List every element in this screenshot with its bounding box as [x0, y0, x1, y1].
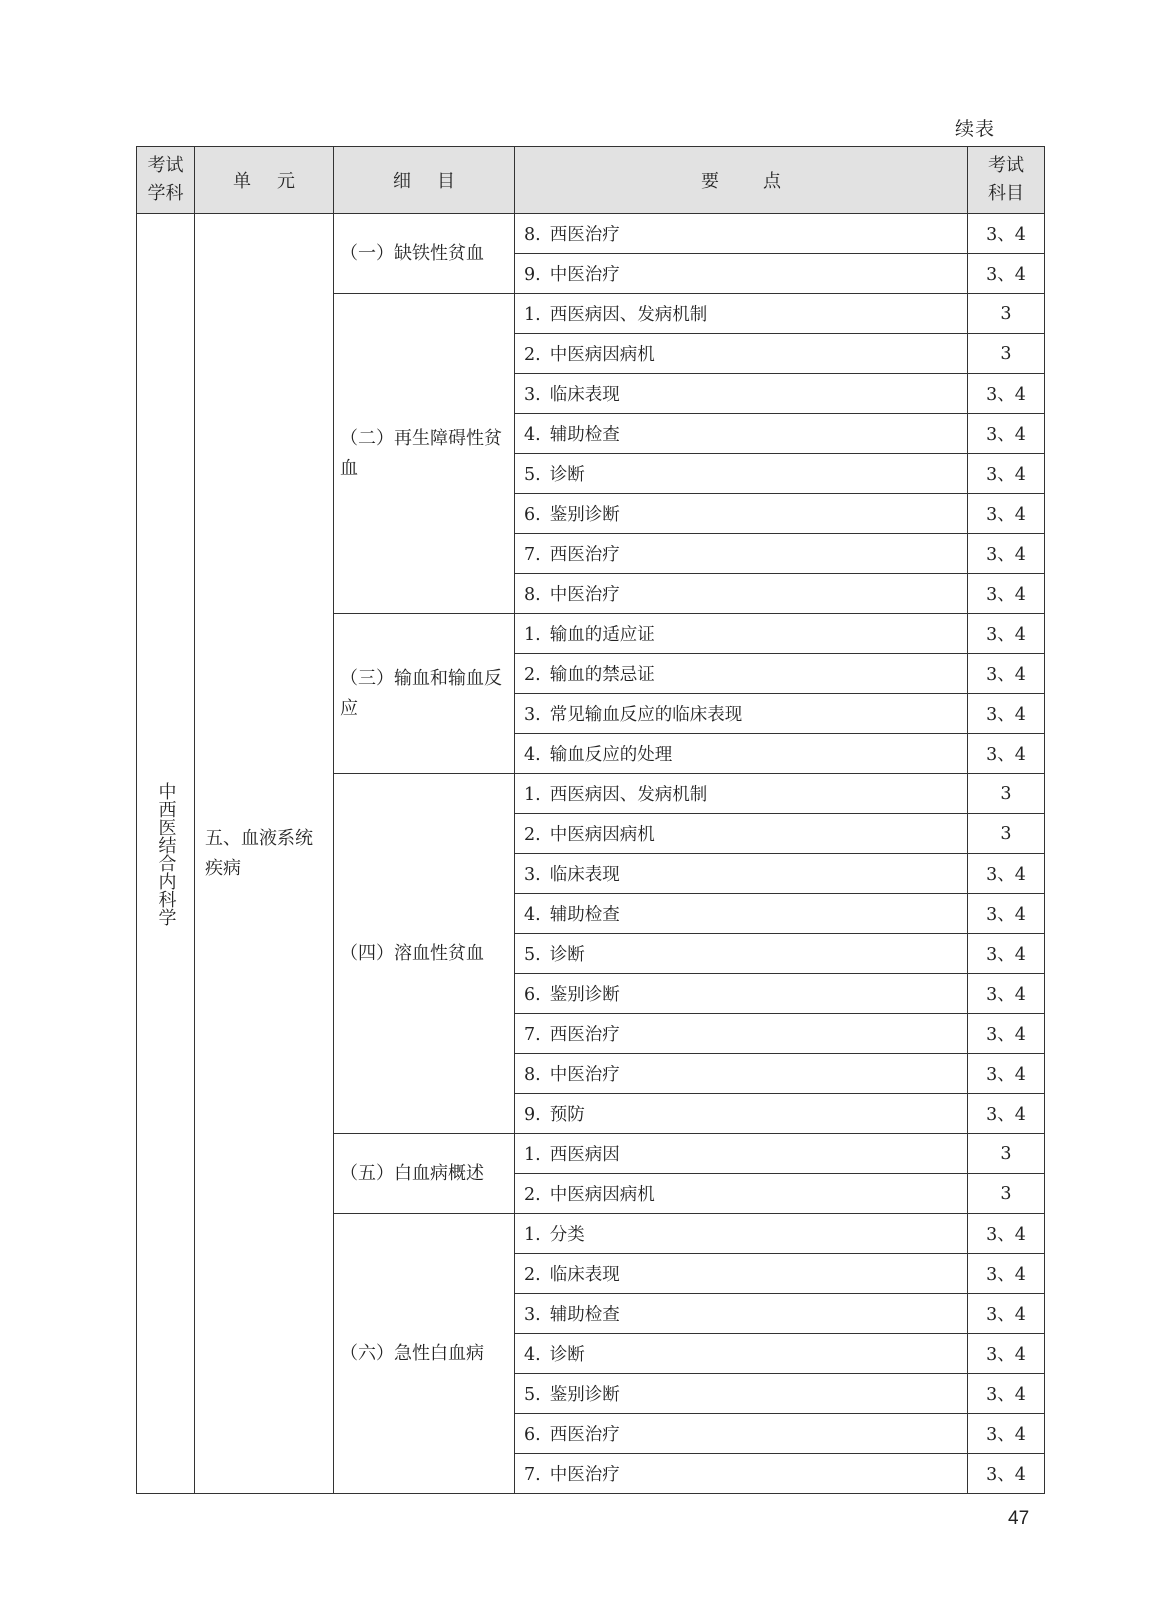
- exam-subjects-cell: 3: [968, 814, 1045, 854]
- point-cell: [515, 1294, 968, 1334]
- exam-subjects-cell: 3、4: [968, 414, 1045, 454]
- exam-subjects-cell: 3、4: [968, 614, 1045, 654]
- point-cell: [515, 574, 968, 614]
- point-number: 2.: [524, 1265, 541, 1285]
- point-text: 西医病因、发病机制: [549, 305, 708, 325]
- point-text: 西医治疗: [549, 1425, 620, 1445]
- point-text: 诊断: [549, 1345, 585, 1365]
- point-cell: [515, 614, 968, 654]
- exam-subjects-cell: 3、4: [968, 974, 1045, 1014]
- point-text: 分类: [549, 1225, 585, 1245]
- point-cell: [515, 1094, 968, 1134]
- point-text: 临床表现: [549, 1265, 620, 1285]
- point-cell: [515, 854, 968, 894]
- exam-subjects-cell: 3、4: [968, 1414, 1045, 1454]
- exam-subjects-cell: 3、4: [968, 1334, 1045, 1374]
- detail-cell: （四）溶血性贫血: [334, 774, 515, 1134]
- point-cell: [515, 494, 968, 534]
- point-number: 4.: [524, 905, 541, 925]
- point-number: 2.: [524, 345, 541, 365]
- point-cell: [515, 334, 968, 374]
- exam-subjects-cell: 3、4: [968, 1214, 1045, 1254]
- point-number: 6.: [524, 985, 541, 1005]
- point-cell: [515, 534, 968, 574]
- exam-subjects-cell: 3、4: [968, 654, 1045, 694]
- exam-subjects-cell: 3、4: [968, 854, 1045, 894]
- exam-subjects-cell: 3、4: [968, 574, 1045, 614]
- exam-subjects-cell: 3、4: [968, 1454, 1045, 1494]
- point-cell: [515, 1334, 968, 1374]
- point-number: 3.: [524, 385, 541, 405]
- point-number: 3.: [524, 705, 541, 725]
- point-cell: [515, 694, 968, 734]
- point-number: 1.: [524, 1145, 541, 1165]
- point-number: 3.: [524, 1305, 541, 1325]
- point-number: 6.: [524, 505, 541, 525]
- syllabus-table: [136, 146, 1045, 1494]
- point-cell: [515, 774, 968, 814]
- exam-subjects-cell: 3: [968, 774, 1045, 814]
- exam-subjects-cell: 3、4: [968, 1294, 1045, 1334]
- exam-subjects-cell: 3、4: [968, 934, 1045, 974]
- point-number: 8.: [524, 225, 541, 245]
- header-point: 要点: [515, 147, 968, 214]
- table-header: [137, 147, 1045, 214]
- point-cell: [515, 374, 968, 414]
- point-text: 中医病因病机: [549, 825, 655, 845]
- exam-subjects-cell: 3、4: [968, 1374, 1045, 1414]
- point-cell: [515, 294, 968, 334]
- point-cell: [515, 214, 968, 254]
- exam-subjects-cell: 3、4: [968, 534, 1045, 574]
- exam-subjects-cell: 3、4: [968, 214, 1045, 254]
- point-number: 2.: [524, 665, 541, 685]
- point-text: 西医病因、发病机制: [549, 785, 708, 805]
- exam-subjects-cell: 3: [968, 1134, 1045, 1174]
- point-text: 临床表现: [549, 385, 620, 405]
- point-number: 5.: [524, 945, 541, 965]
- point-text: 西医治疗: [549, 1025, 620, 1045]
- point-cell: [515, 1214, 968, 1254]
- point-text: 西医病因: [549, 1145, 620, 1165]
- point-text: 输血的禁忌证: [549, 665, 655, 685]
- exam-subjects-cell: 3、4: [968, 1014, 1045, 1054]
- point-cell: [515, 414, 968, 454]
- exam-subjects-cell: 3、4: [968, 454, 1045, 494]
- exam-subjects-cell: 3、4: [968, 734, 1045, 774]
- point-text: 辅助检查: [549, 905, 620, 925]
- point-cell: [515, 814, 968, 854]
- point-text: 西医治疗: [549, 225, 620, 245]
- point-cell: [515, 1254, 968, 1294]
- point-number: 8.: [524, 1065, 541, 1085]
- point-cell: [515, 1134, 968, 1174]
- point-number: 2.: [524, 825, 541, 845]
- exam-subjects-cell: 3: [968, 294, 1045, 334]
- point-text: 诊断: [549, 945, 585, 965]
- point-number: 4.: [524, 1345, 541, 1365]
- point-text: 中医治疗: [549, 1065, 620, 1085]
- point-text: 辅助检查: [549, 425, 620, 445]
- exam-subjects-cell: 3、4: [968, 494, 1045, 534]
- point-text: 中医治疗: [549, 265, 620, 285]
- point-number: 7.: [524, 1025, 541, 1045]
- exam-subjects-cell: 3: [968, 334, 1045, 374]
- point-text: 鉴别诊断: [549, 505, 620, 525]
- detail-cell: （一）缺铁性贫血: [334, 214, 515, 294]
- header-exam-subject: 考试 科目: [968, 147, 1045, 214]
- point-cell: [515, 254, 968, 294]
- point-number: 9.: [524, 1105, 541, 1125]
- exam-subjects-cell: 3、4: [968, 694, 1045, 734]
- exam-subjects-cell: 3、4: [968, 1254, 1045, 1294]
- point-cell: [515, 734, 968, 774]
- point-number: 7.: [524, 1465, 541, 1485]
- point-number: 1.: [524, 785, 541, 805]
- point-cell: [515, 1414, 968, 1454]
- point-number: 3.: [524, 865, 541, 885]
- point-number: 6.: [524, 1425, 541, 1445]
- point-text: 预防: [549, 1105, 585, 1125]
- point-text: 中医病因病机: [549, 345, 655, 365]
- exam-subjects-cell: 3、4: [968, 374, 1045, 414]
- point-number: 9.: [524, 265, 541, 285]
- point-number: 5.: [524, 1385, 541, 1405]
- exam-subjects-cell: 3、4: [968, 1094, 1045, 1134]
- table-row: [137, 214, 1045, 254]
- point-text: 辅助检查: [549, 1305, 620, 1325]
- point-text: 鉴别诊断: [549, 1385, 620, 1405]
- point-text: 输血反应的处理: [549, 745, 673, 765]
- point-text: 西医治疗: [549, 545, 620, 565]
- point-number: 8.: [524, 585, 541, 605]
- point-text: 常见输血反应的临床表现: [549, 705, 743, 725]
- exam-subjects-cell: 3、4: [968, 894, 1045, 934]
- point-text: 中医治疗: [549, 585, 620, 605]
- point-cell: [515, 654, 968, 694]
- point-number: 5.: [524, 465, 541, 485]
- detail-cell: （二）再生障碍性贫血: [334, 294, 515, 614]
- exam-subjects-cell: 3、4: [968, 1054, 1045, 1094]
- exam-subject-cell: 中西医结合内科学: [137, 214, 195, 1494]
- header-subject: 考试 学科: [137, 147, 195, 214]
- header-detail: 细目: [334, 147, 515, 214]
- point-cell: [515, 1054, 968, 1094]
- point-number: 1.: [524, 305, 541, 325]
- point-text: 中医治疗: [549, 1465, 620, 1485]
- point-cell: [515, 974, 968, 1014]
- point-cell: [515, 934, 968, 974]
- continued-label: 续表: [955, 118, 996, 140]
- detail-cell: （六）急性白血病: [334, 1214, 515, 1494]
- point-number: 7.: [524, 545, 541, 565]
- point-number: 1.: [524, 1225, 541, 1245]
- point-number: 4.: [524, 745, 541, 765]
- unit-cell: 五、血液系统疾病: [195, 214, 334, 1494]
- point-text: 中医病因病机: [549, 1185, 655, 1205]
- point-cell: [515, 1014, 968, 1054]
- point-cell: [515, 1174, 968, 1214]
- page-number: 47: [1008, 1508, 1030, 1529]
- exam-subjects-cell: 3、4: [968, 254, 1045, 294]
- point-cell: [515, 894, 968, 934]
- table-body: [137, 214, 1045, 1494]
- point-text: 输血的适应证: [549, 625, 655, 645]
- detail-cell: （三）输血和输血反应: [334, 614, 515, 774]
- point-cell: [515, 1454, 968, 1494]
- exam-subjects-cell: 3: [968, 1174, 1045, 1214]
- point-text: 临床表现: [549, 865, 620, 885]
- point-number: 2.: [524, 1185, 541, 1205]
- point-number: 4.: [524, 425, 541, 445]
- point-text: 鉴别诊断: [549, 985, 620, 1005]
- point-cell: [515, 1374, 968, 1414]
- point-text: 诊断: [549, 465, 585, 485]
- point-number: 1.: [524, 625, 541, 645]
- point-cell: [515, 454, 968, 494]
- header-unit: 单元: [195, 147, 334, 214]
- detail-cell: （五）白血病概述: [334, 1134, 515, 1214]
